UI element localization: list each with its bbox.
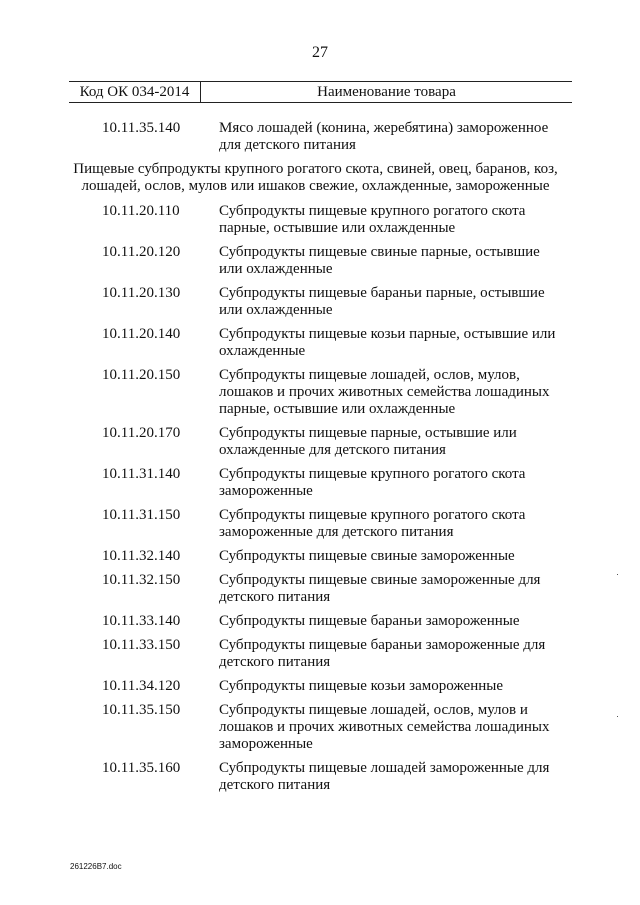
table-row [69,466,572,500]
row-name: Субпродукты пищевые бараньи парные, остывшие или охлажденные [219,285,545,318]
table-row [69,203,572,237]
row-code: 10.11.31.140 [102,466,181,482]
table-row [69,120,572,154]
row-name: Мясо лошадей (конина, жеребятина) замороженное для детского питания [219,120,549,153]
row-code: 10.11.32.140 [102,548,181,564]
row-code: 10.11.35.150 [102,702,181,718]
row-name: Субпродукты пищевые козьи замороженные [219,678,503,694]
row-name: Субпродукты пищевые бараньи замороженные [219,613,520,629]
row-name: Субпродукты пищевые лошадей, ослов, мулов, лошаков и прочих животных семейства лошадиных парные, остывшие или охлажденные [219,367,550,417]
table-row [69,572,572,606]
table-row [69,702,572,753]
scan-speck [617,574,618,575]
table-row [69,548,572,565]
row-code: 10.11.33.140 [102,613,181,629]
row-name: Субпродукты пищевые козьи парные, остывшие или охлажденные [219,326,556,359]
row-name: Субпродукты пищевые лошадей замороженные для детского питания [219,760,550,793]
row-code: 10.11.35.160 [102,760,181,776]
row-name: Субпродукты пищевые парные, остывшие или охлажденные для детского питания [219,425,517,458]
table-row [69,326,572,360]
group-heading: Пищевые субпродукты крупного рогатого скота, свиней, овец, баранов, коз, лошадей, ослов, мулов или ишаков свежие, охлажденные, замороженные [73,161,558,194]
header-code-column: Код ОК 034-2014 [69,82,201,102]
row-name: Субпродукты пищевые свиные замороженные для детского питания [219,572,541,605]
row-code: 10.11.31.150 [102,507,181,523]
row-code: 10.11.32.150 [102,572,181,588]
row-name: Субпродукты пищевые лошадей, ослов, мулов и лошаков и прочих животных семейства лошадиных замороженные [219,702,550,752]
goods-list [69,120,572,801]
table-header [69,81,572,103]
table-row [69,613,572,630]
table-row [69,507,572,541]
row-code: 10.11.20.150 [102,367,181,383]
row-code: 10.11.20.140 [102,326,181,342]
row-name: Субпродукты пищевые свиные замороженные [219,548,515,564]
table-row [69,760,572,794]
row-name: Субпродукты пищевые крупного рогатого скота замороженные для детского питания [219,507,526,540]
row-code: 10.11.33.150 [102,637,181,653]
row-code: 10.11.20.110 [102,203,180,219]
header-name-column: Наименование товара [317,84,456,100]
row-name: Субпродукты пищевые бараньи замороженные для детского питания [219,637,546,670]
row-code: 10.11.35.140 [102,120,181,136]
table-row [69,244,572,278]
row-name: Субпродукты пищевые крупного рогатого скота парные, остывшие или охлажденные [219,203,526,236]
table-row [69,678,572,695]
footer-filename: 261226B7.doc [70,862,122,871]
row-name: Субпродукты пищевые крупного рогатого скота замороженные [219,466,526,499]
table-row [69,367,572,418]
row-code: 10.11.20.120 [102,244,181,260]
page-number: 27 [312,44,328,61]
row-name: Субпродукты пищевые свиные парные, остывшие или охлажденные [219,244,540,277]
scan-speck [617,716,618,717]
row-code: 10.11.34.120 [102,678,181,694]
row-code: 10.11.20.170 [102,425,181,441]
row-code: 10.11.20.130 [102,285,181,301]
table-row [69,425,572,459]
table-row [69,285,572,319]
table-row [69,637,572,671]
